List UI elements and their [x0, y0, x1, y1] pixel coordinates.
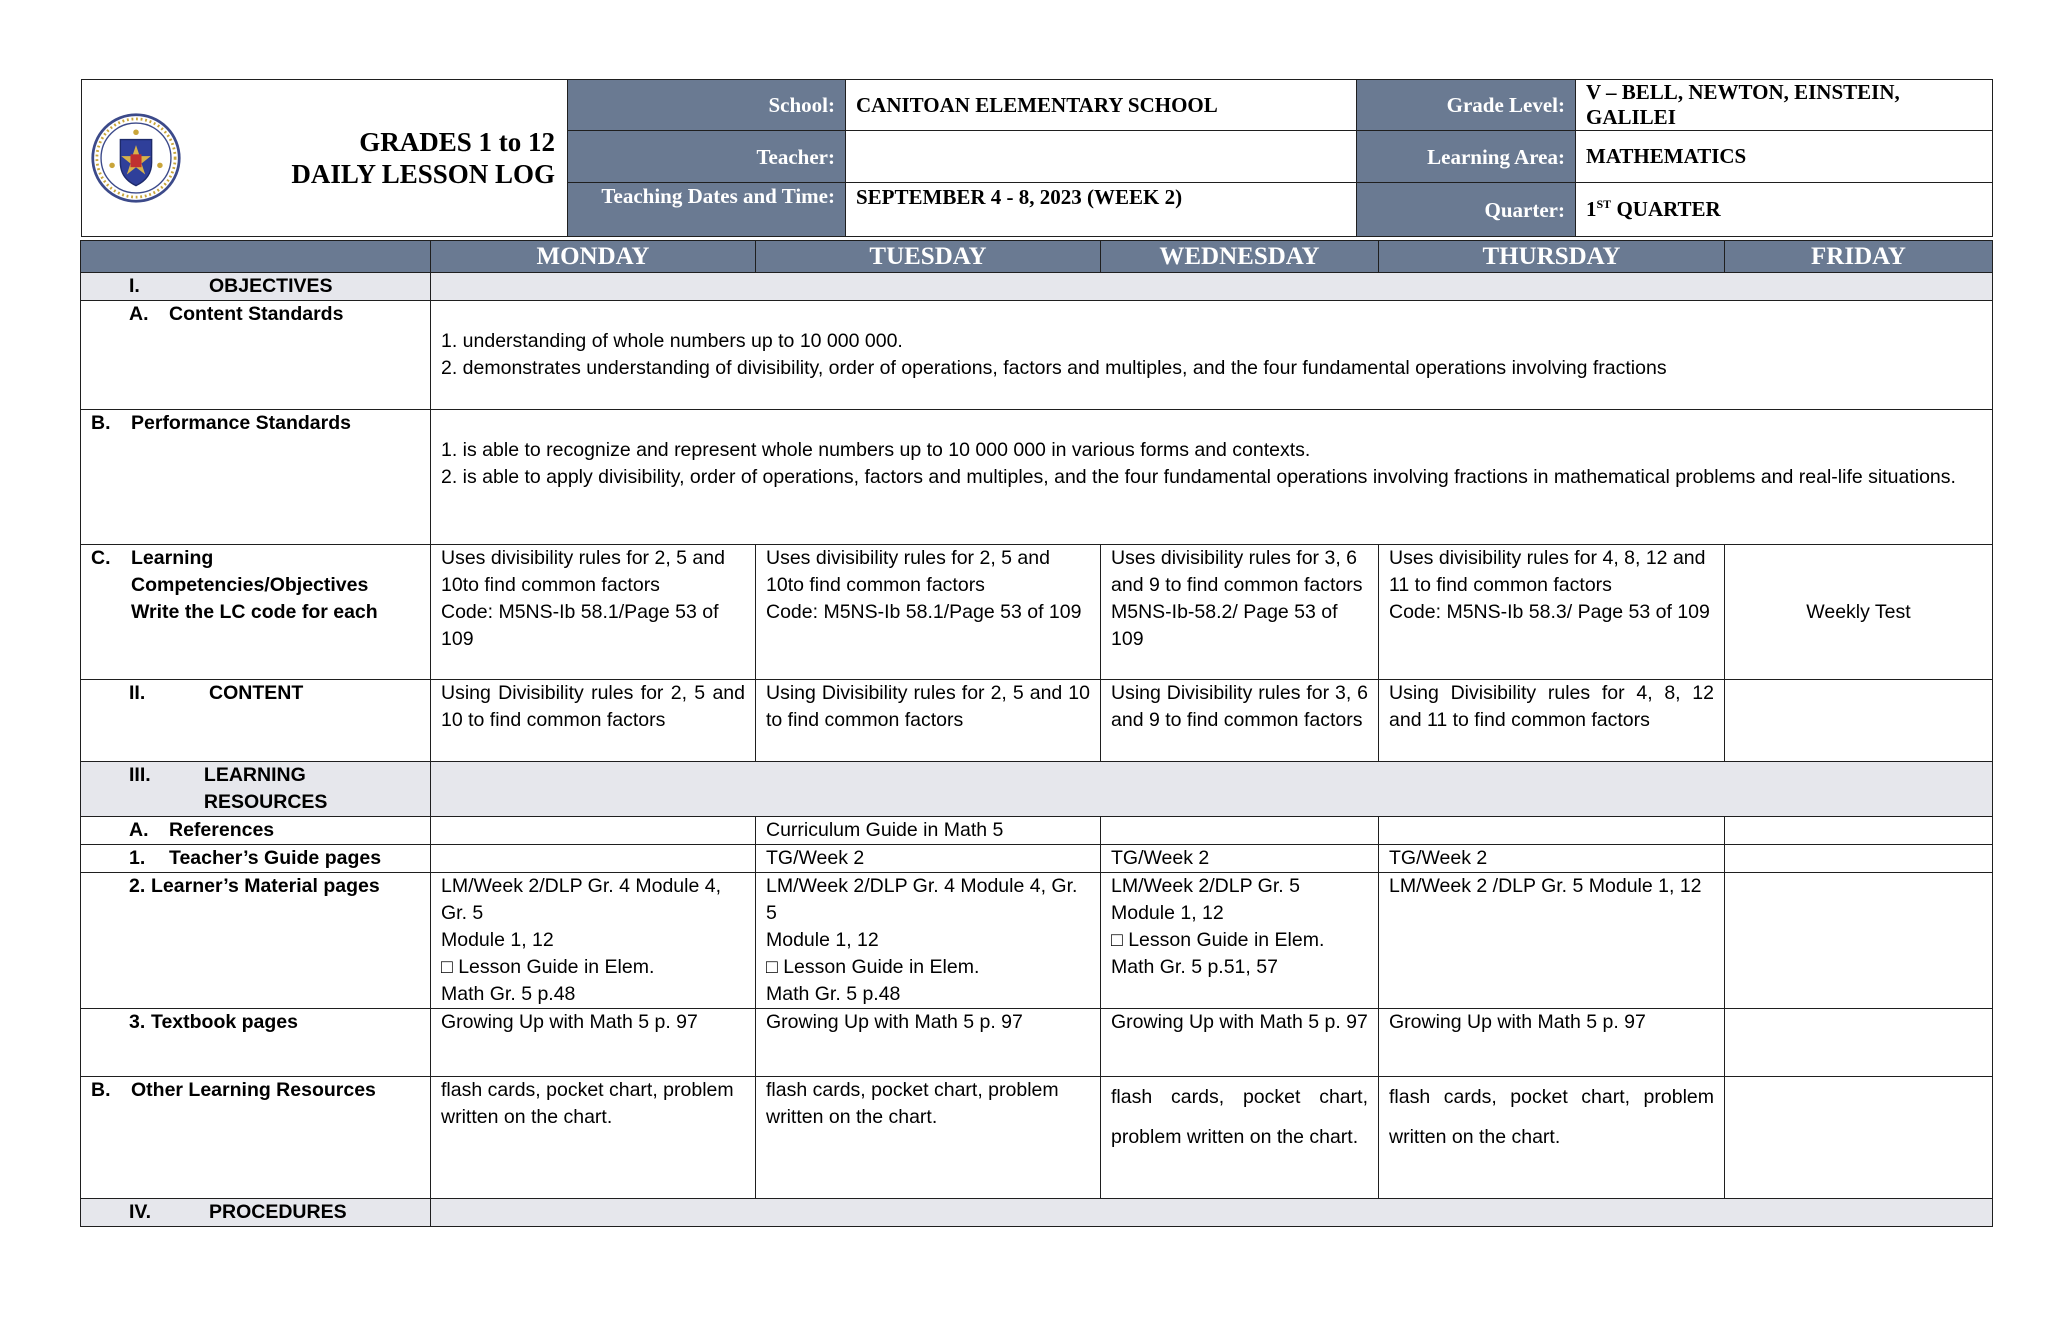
learners-material-row: [81, 873, 1993, 1009]
references-monday: [431, 817, 756, 845]
grade-value: V – BELL, NEWTON, EINSTEIN, GALILEI: [1576, 80, 1993, 131]
references-tuesday: Curriculum Guide in Math 5: [756, 817, 1101, 845]
day-friday: FRIDAY: [1725, 241, 1993, 273]
other-resources-wednesday: flash cards, pocket chart, problem written on the chart.: [1101, 1077, 1379, 1199]
day-wednesday: WEDNESDAY: [1101, 241, 1379, 273]
references-row: [81, 817, 1993, 845]
textbook-label: 3. Textbook pages: [81, 1009, 431, 1077]
school-value: CANITOAN ELEMENTARY SCHOOL: [846, 80, 1357, 131]
day-thursday: THURSDAY: [1379, 241, 1725, 273]
content-standards-text: 1. understanding of whole numbers up to 10 000 000. 2. demonstrates understanding of divisibility, order of operations, factors and multiples, and the four fundamental operations involving fractions: [431, 301, 1993, 410]
teachers-guide-friday: [1725, 845, 1993, 873]
learners-material-tuesday: LM/Week 2/DLP Gr. 4 Module 4, Gr. 5 Module 1, 12 □ Lesson Guide in Elem. Math Gr. 5 p.48: [756, 873, 1101, 1009]
learning-resources-cell: [431, 762, 1993, 817]
competency-friday: Weekly Test: [1725, 545, 1993, 680]
learning-resources-row: [81, 762, 1993, 817]
content-row: [81, 680, 1993, 762]
deped-seal-icon: [90, 112, 182, 204]
content-wednesday: Using Divisibility rules for 3, 6 and 9 to find common factors: [1101, 680, 1379, 762]
learning-resources-label: III. LEARNING RESOURCES: [81, 762, 431, 817]
title-line-2: DAILY LESSON LOG: [291, 159, 555, 189]
quarter-text: QUARTER: [1611, 197, 1721, 221]
competency-monday: Uses divisibility rules for 2, 5 and 10to find common factors Code: M5NS-Ib 58.1/Page 53 of 109: [431, 545, 756, 680]
competencies-row: [81, 545, 1993, 680]
dates-label: Teaching Dates and Time:: [568, 183, 846, 237]
content-monday: Using Divisibility rules for 2, 5 and 10 to find common factors: [431, 680, 756, 762]
textbook-tuesday: Growing Up with Math 5 p. 97: [756, 1009, 1101, 1077]
other-resources-row: [81, 1077, 1993, 1199]
objectives-row: [81, 273, 1993, 301]
teachers-guide-thursday: TG/Week 2: [1379, 845, 1725, 873]
performance-standards-text: 1. is able to recognize and represent whole numbers up to 10 000 000 in various forms and contexts. 2. is able to apply divisibility, order of operations, factors and multiples, and the four fundamental operations involving fractions in mathematical problems and real-life situations.: [431, 410, 1993, 545]
teacher-label: Teacher:: [568, 131, 846, 183]
teachers-guide-row: [81, 845, 1993, 873]
references-label: A. References: [81, 817, 431, 845]
title-cell: [82, 80, 568, 237]
other-resources-tuesday: flash cards, pocket chart, problem written on the chart.: [756, 1077, 1101, 1199]
procedures-label: IV. PROCEDURES: [81, 1199, 431, 1227]
teachers-guide-monday: [431, 845, 756, 873]
textbook-monday: Growing Up with Math 5 p. 97: [431, 1009, 756, 1077]
content-standards-label: A. Content Standards: [81, 301, 431, 410]
quarter-suffix: ST: [1596, 197, 1612, 211]
content-thursday: Using Divisibility rules for 4, 8, 12 and 11 to find common factors: [1379, 680, 1725, 762]
other-resources-friday: [1725, 1077, 1993, 1199]
day-monday: MONDAY: [431, 241, 756, 273]
content-friday: [1725, 680, 1993, 762]
references-wednesday: [1101, 817, 1379, 845]
teacher-value: [846, 131, 1357, 183]
other-resources-label: B. Other Learning Resources: [81, 1077, 431, 1199]
procedures-row: [81, 1199, 1993, 1227]
textbook-thursday: Growing Up with Math 5 p. 97: [1379, 1009, 1725, 1077]
teachers-guide-tuesday: TG/Week 2: [756, 845, 1101, 873]
header-table: [81, 79, 1993, 237]
content-standards-row: [81, 301, 1993, 410]
references-friday: [1725, 817, 1993, 845]
learning-area-label: Learning Area:: [1357, 131, 1576, 183]
textbook-friday: [1725, 1009, 1993, 1077]
quarter-label: Quarter:: [1357, 183, 1576, 237]
day-header-row: [81, 241, 1993, 273]
other-resources-thursday: flash cards, pocket chart, problem written on the chart.: [1379, 1077, 1725, 1199]
learners-material-monday: LM/Week 2/DLP Gr. 4 Module 4, Gr. 5 Module 1, 12 □ Lesson Guide in Elem. Math Gr. 5 p.48: [431, 873, 756, 1009]
day-tuesday: TUESDAY: [756, 241, 1101, 273]
day-header-blank: [81, 241, 431, 273]
page-title: [182, 126, 567, 190]
learners-material-label: 2. Learner’s Material pages: [81, 873, 431, 1009]
competency-thursday: Uses divisibility rules for 4, 8, 12 and 11 to find common factors Code: M5NS-Ib 58.3/ Page 53 of 109: [1379, 545, 1725, 680]
competency-wednesday: Uses divisibility rules for 3, 6 and 9 to find common factors M5NS-Ib-58.2/ Page 53 of 109: [1101, 545, 1379, 680]
competency-tuesday: Uses divisibility rules for 2, 5 and 10to find common factors Code: M5NS-Ib 58.1/Page 53 of 109: [756, 545, 1101, 680]
grade-label: Grade Level:: [1357, 80, 1576, 131]
content-tuesday: Using Divisibility rules for 2, 5 and 10 to find common factors: [756, 680, 1101, 762]
references-thursday: [1379, 817, 1725, 845]
learning-area-value: MATHEMATICS: [1576, 131, 1993, 183]
competencies-label: C. Learning Competencies/Objectives Write the LC code for each: [81, 545, 431, 680]
teachers-guide-wednesday: TG/Week 2: [1101, 845, 1379, 873]
performance-standards-row: [81, 410, 1993, 545]
textbook-row: [81, 1009, 1993, 1077]
other-resources-monday: flash cards, pocket chart, problem written on the chart.: [431, 1077, 756, 1199]
quarter-value: [1576, 183, 1993, 237]
procedures-cell: [431, 1199, 1993, 1227]
quarter-number: 1: [1586, 197, 1597, 221]
lesson-log-table: [80, 240, 1993, 1227]
learners-material-friday: [1725, 873, 1993, 1009]
teachers-guide-label: 1. Teacher’s Guide pages: [81, 845, 431, 873]
objectives-cell: [431, 273, 1993, 301]
title-line-1: GRADES 1 to 12: [359, 127, 555, 157]
objectives-label: I. OBJECTIVES: [81, 273, 431, 301]
textbook-wednesday: Growing Up with Math 5 p. 97: [1101, 1009, 1379, 1077]
content-label: II. CONTENT: [81, 680, 431, 762]
performance-standards-label: B. Performance Standards: [81, 410, 431, 545]
learners-material-thursday: LM/Week 2 /DLP Gr. 5 Module 1, 12: [1379, 873, 1725, 1009]
dates-value: SEPTEMBER 4 - 8, 2023 (WEEK 2): [846, 183, 1357, 237]
school-label: School:: [568, 80, 846, 131]
learners-material-wednesday: LM/Week 2/DLP Gr. 5 Module 1, 12 □ Lesson Guide in Elem. Math Gr. 5 p.51, 57: [1101, 873, 1379, 1009]
